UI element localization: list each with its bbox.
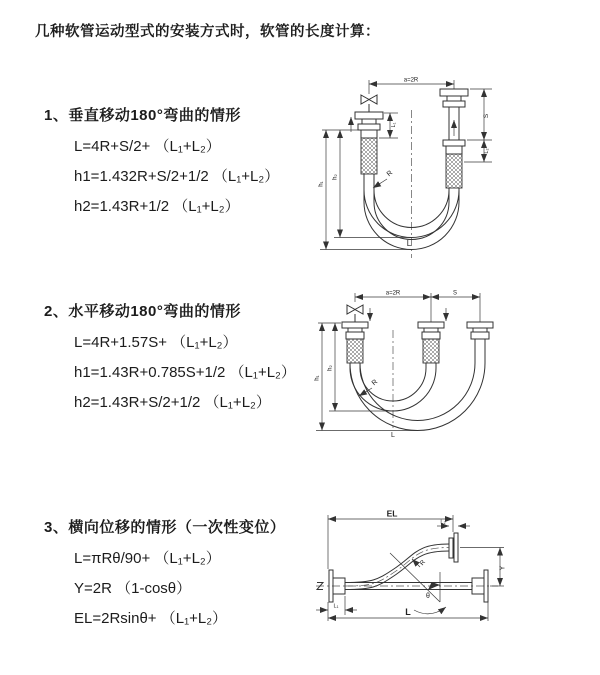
dim-label-r: R (418, 558, 428, 568)
diagram-lateral-displacement (312, 509, 509, 624)
right-leg-flanges (440, 89, 468, 188)
section-horizontal-move (44, 300, 296, 418)
dim-label-y: Y (499, 565, 507, 571)
dim-label-h2: h₂ (327, 365, 334, 371)
dimension-lines (316, 509, 507, 621)
centerline (316, 583, 498, 590)
shifted-leg-flange (467, 322, 493, 363)
section-vertical-move (44, 104, 279, 222)
dimension-lines (319, 78, 493, 250)
dim-label-l: L (406, 239, 412, 248)
page-title: 几种软管运动型式的安装方式时，软管的长度计算： (35, 24, 380, 40)
formula-line: L=4R+S/2+ （L₁+L₂） (74, 138, 221, 155)
formula-line: h1=1.43R+0.785S+1/2 （L₁+L₂） (74, 364, 296, 381)
braided-hose-section (423, 339, 439, 363)
diagram-horizontal-180-bend (313, 288, 498, 443)
section-3-heading: 3、横向位移的情形（一次性变位） (44, 519, 286, 536)
dim-label-l2: L₂ (484, 148, 490, 154)
dim-label-h1: h₁ (314, 375, 321, 381)
section-lateral-displacement (44, 516, 285, 634)
formula-line: L=4R+1.57S+ （L₁+L₂） (74, 334, 238, 351)
dim-label-l: L (391, 432, 395, 439)
section-1-heading: 1、垂直移动180°弯曲的情形 (44, 107, 241, 124)
formula-line: Y=2R （1-cosθ） (74, 580, 192, 597)
dim-label-r: R (370, 378, 380, 388)
braided-hose-section (446, 154, 462, 188)
dim-label-r: R (385, 169, 395, 179)
dim-label-theta: θ (426, 593, 430, 600)
dim-label-el: EL (386, 509, 398, 519)
dim-label-a2r: a=2R (385, 290, 401, 297)
valve-icon (361, 95, 377, 112)
braided-hose-section (361, 138, 377, 174)
dim-label-h1: h₁ (318, 181, 325, 187)
section-2-heading: 2、水平移动180°弯曲的情形 (44, 303, 241, 320)
formula-line: h1=1.432R+S/2+1/2 （L₁+L₂） (74, 168, 280, 185)
u-bend-hose (350, 363, 485, 431)
dim-label-a2r: a=2R (403, 77, 419, 84)
dim-label-s: S (483, 113, 490, 119)
dim-label-l: L (405, 607, 411, 617)
middle-leg-flange (418, 322, 444, 363)
dim-label-h2: h₂ (332, 174, 339, 180)
left-leg-flange (355, 112, 383, 174)
upper-flange (449, 533, 458, 562)
dim-label-l1: L₁ (333, 603, 339, 610)
braided-hose-section (347, 339, 363, 363)
dim-label-l2: L₂ (440, 519, 446, 526)
formula-line: h2=1.43R+S/2+1/2 （L₁+L₂） (74, 394, 271, 411)
dim-label-s: S (452, 290, 458, 297)
dim-label-l1: L₁ (391, 122, 397, 128)
formula-line: EL=2Rsinθ+ （L₁+L₂） (74, 610, 228, 627)
formula-line: h2=1.43R+1/2 （L₁+L₂） (74, 198, 240, 215)
valve-icon (347, 305, 363, 322)
diagram-vertical-180-bend (314, 72, 499, 264)
formula-line: L=πRθ/90+ （L₁+L₂） (74, 550, 221, 567)
left-leg-flange (342, 322, 368, 363)
